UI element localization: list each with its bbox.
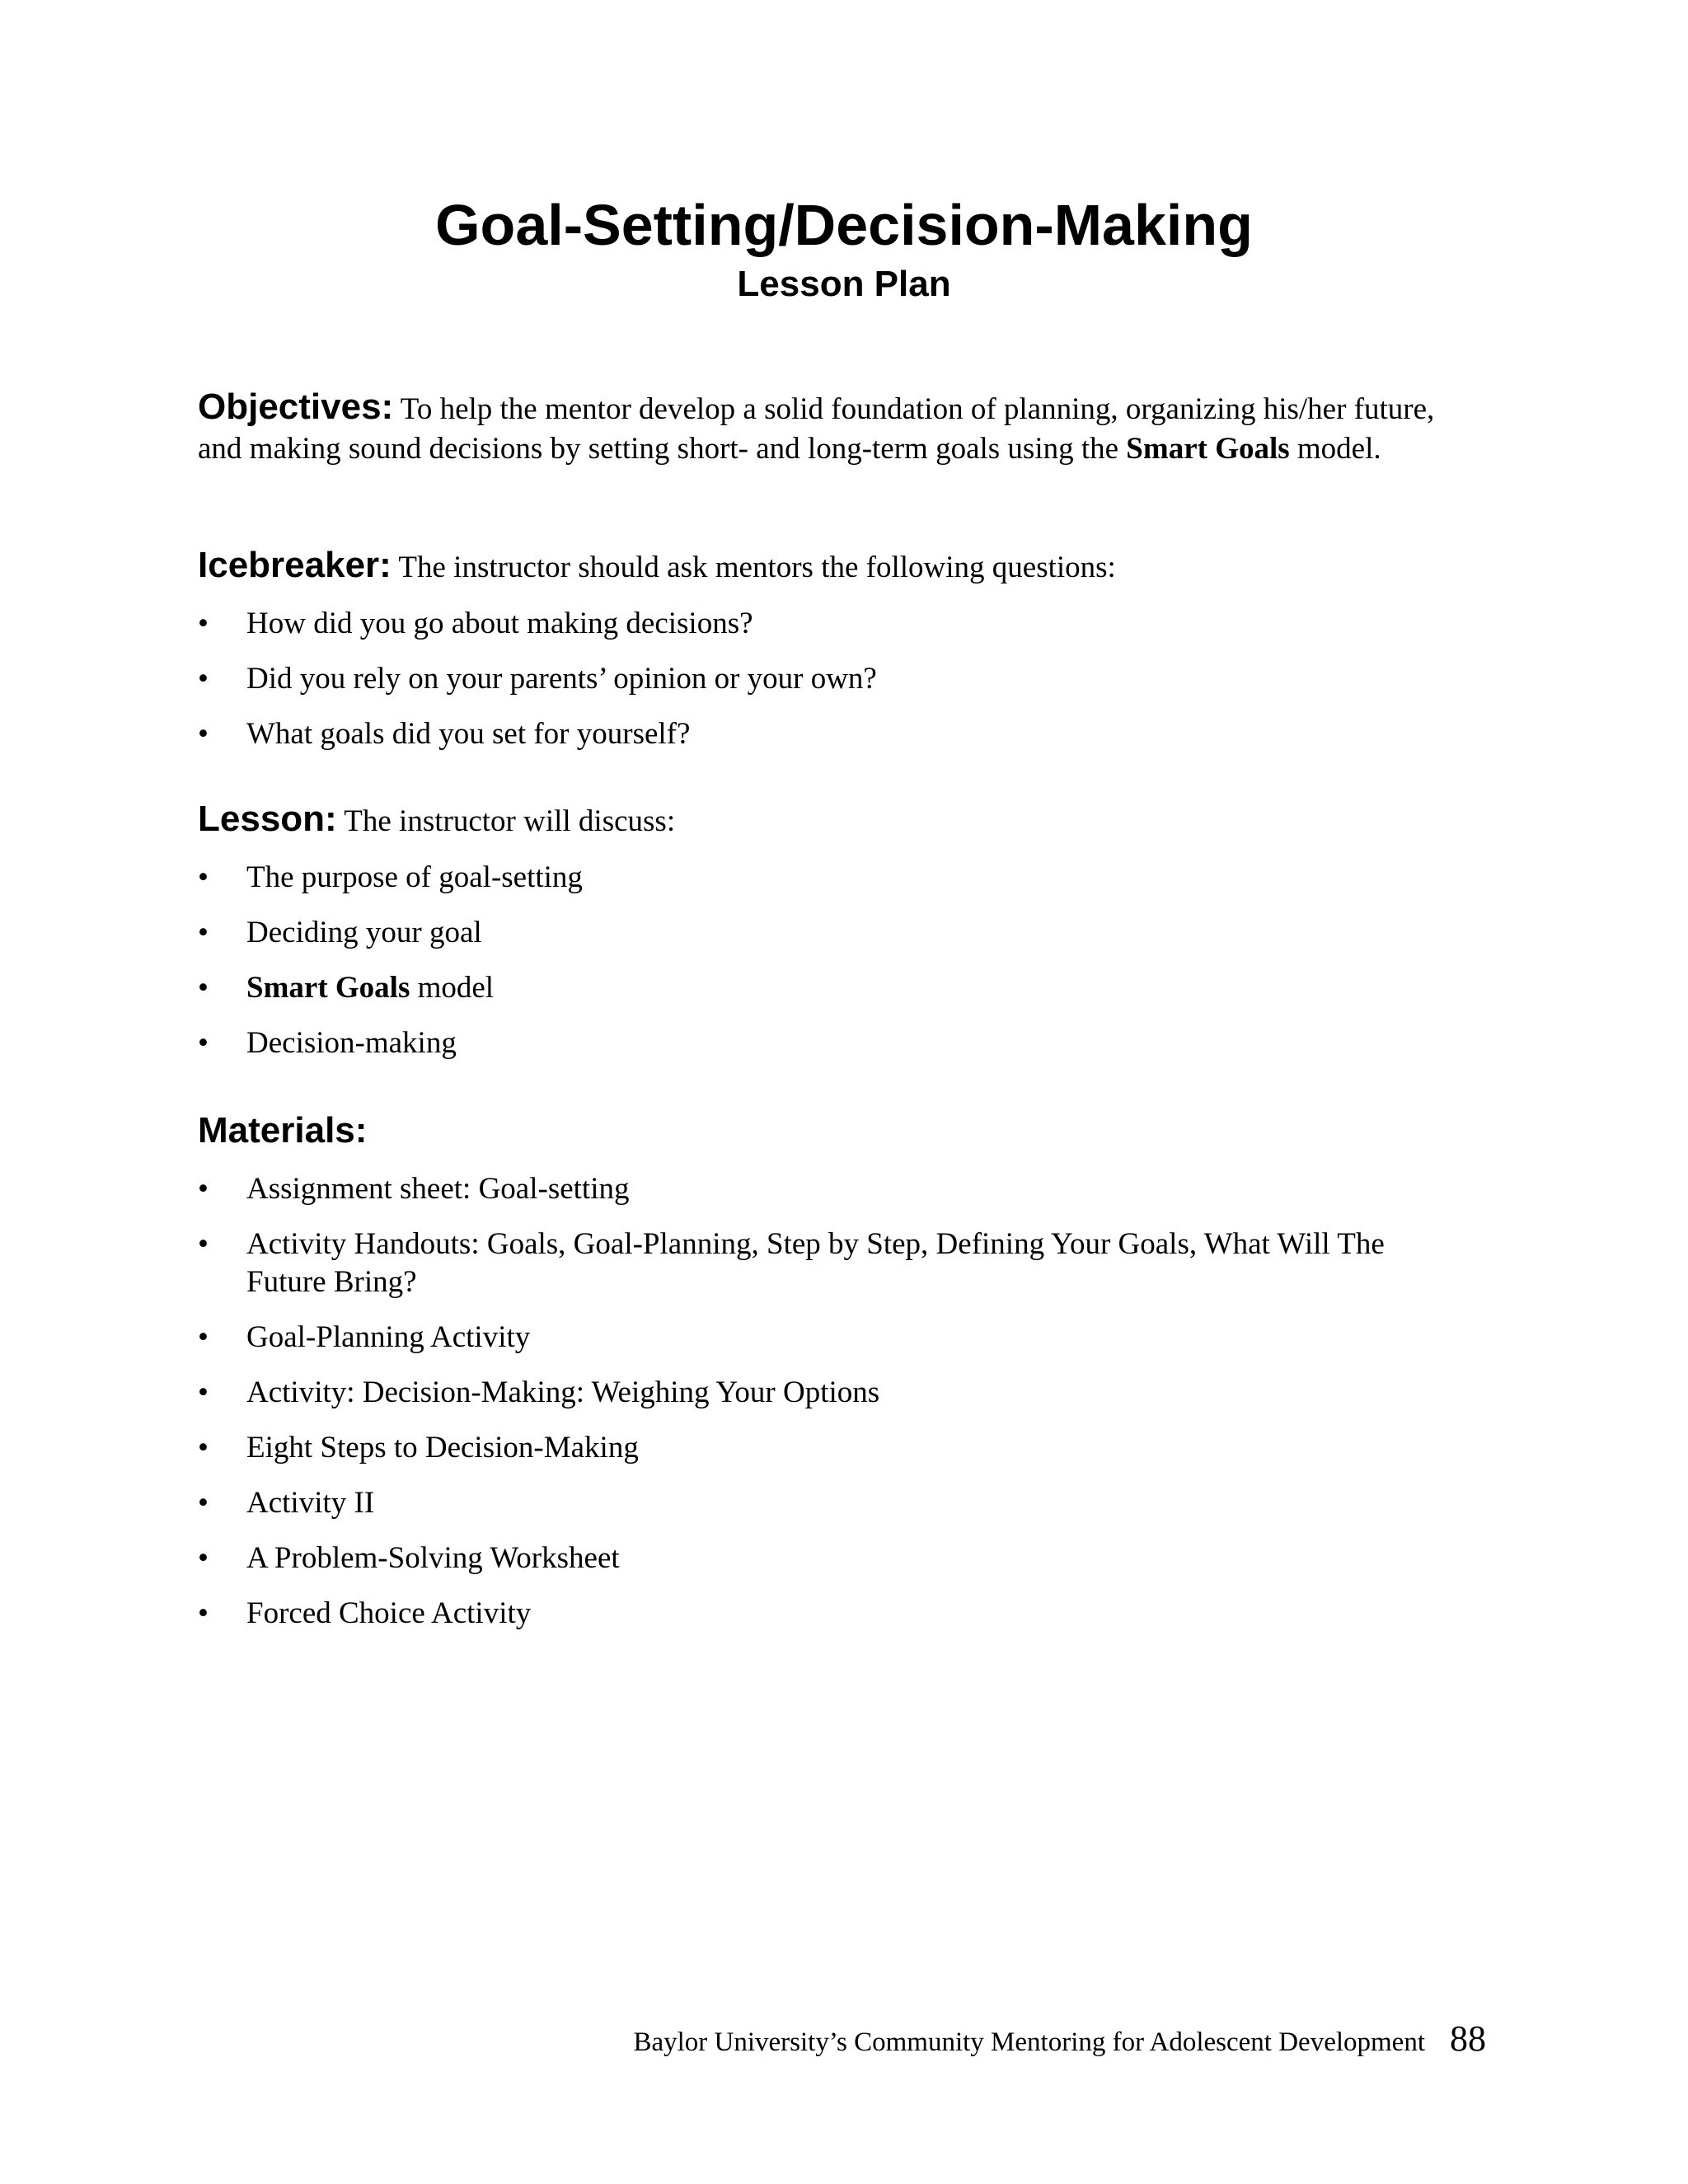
materials-section — [198, 1111, 1484, 1633]
page-title: Goal-Setting/Decision-Making — [435, 193, 1253, 257]
list-item: • Deciding your goal — [198, 914, 1484, 952]
footer-text: Baylor University’s Community Mentoring for Adolescent Development — [633, 2027, 1425, 2057]
objectives-section — [198, 387, 1484, 469]
icebreaker-section — [198, 546, 1484, 753]
list-item: • Eight Steps to Decision-Making — [198, 1429, 1484, 1467]
lesson-item-bold: Smart Goals — [246, 971, 410, 1005]
objectives-text-bold: Smart Goals — [1126, 432, 1290, 466]
list-item: • Decision-making — [198, 1024, 1484, 1062]
page-subtitle: Lesson Plan — [737, 264, 951, 304]
list-item: • Activity II — [198, 1484, 1484, 1522]
lesson-section — [198, 799, 1484, 1062]
objectives-paragraph — [198, 387, 1484, 469]
list-item: • Did you rely on your parents’ opinion or your own? — [198, 660, 1484, 698]
objectives-text-before: To help the mentor develop a solid foundation of planning, organizing his/her future, and making sound decisions by setting short- and long-term goals using the — [198, 392, 1435, 466]
lesson-list — [198, 859, 1484, 1062]
list-item: • Goal-Planning Activity — [198, 1319, 1484, 1357]
page-footer — [633, 2019, 1486, 2062]
materials-list — [198, 1170, 1484, 1633]
list-item: • Activity Handouts: Goals, Goal-Planning, Step by Step, Defining Your Goals, What Will The Future Bring? — [198, 1226, 1484, 1301]
page-number: 88 — [1450, 2018, 1486, 2059]
list-item: • Activity: Decision-Making: Weighing Your Options — [198, 1374, 1484, 1412]
lesson-heading: Lesson: — [198, 799, 337, 839]
list-item: • How did you go about making decisions? — [198, 605, 1484, 643]
icebreaker-heading: Icebreaker: — [198, 545, 392, 585]
list-item — [198, 969, 1484, 1007]
list-item: • A Problem-Solving Worksheet — [198, 1540, 1484, 1577]
objectives-heading: Objectives: — [198, 387, 394, 427]
materials-heading: Materials: — [198, 1110, 368, 1151]
list-item: • The purpose of goal-setting — [198, 859, 1484, 897]
materials-paragraph — [198, 1111, 1484, 1153]
list-item: • What goals did you set for yourself? — [198, 715, 1484, 753]
list-item: • Forced Choice Activity — [198, 1595, 1484, 1633]
lesson-paragraph — [198, 799, 1484, 841]
list-item: • Assignment sheet: Goal-setting — [198, 1170, 1484, 1208]
objectives-text-after: model. — [1289, 432, 1381, 466]
lesson-text: The instructor will discuss: — [336, 804, 676, 838]
icebreaker-text: The instructor should ask mentors the following questions: — [391, 551, 1116, 584]
lesson-item-rest: model — [410, 971, 495, 1005]
icebreaker-list — [198, 605, 1484, 753]
icebreaker-paragraph — [198, 546, 1484, 588]
